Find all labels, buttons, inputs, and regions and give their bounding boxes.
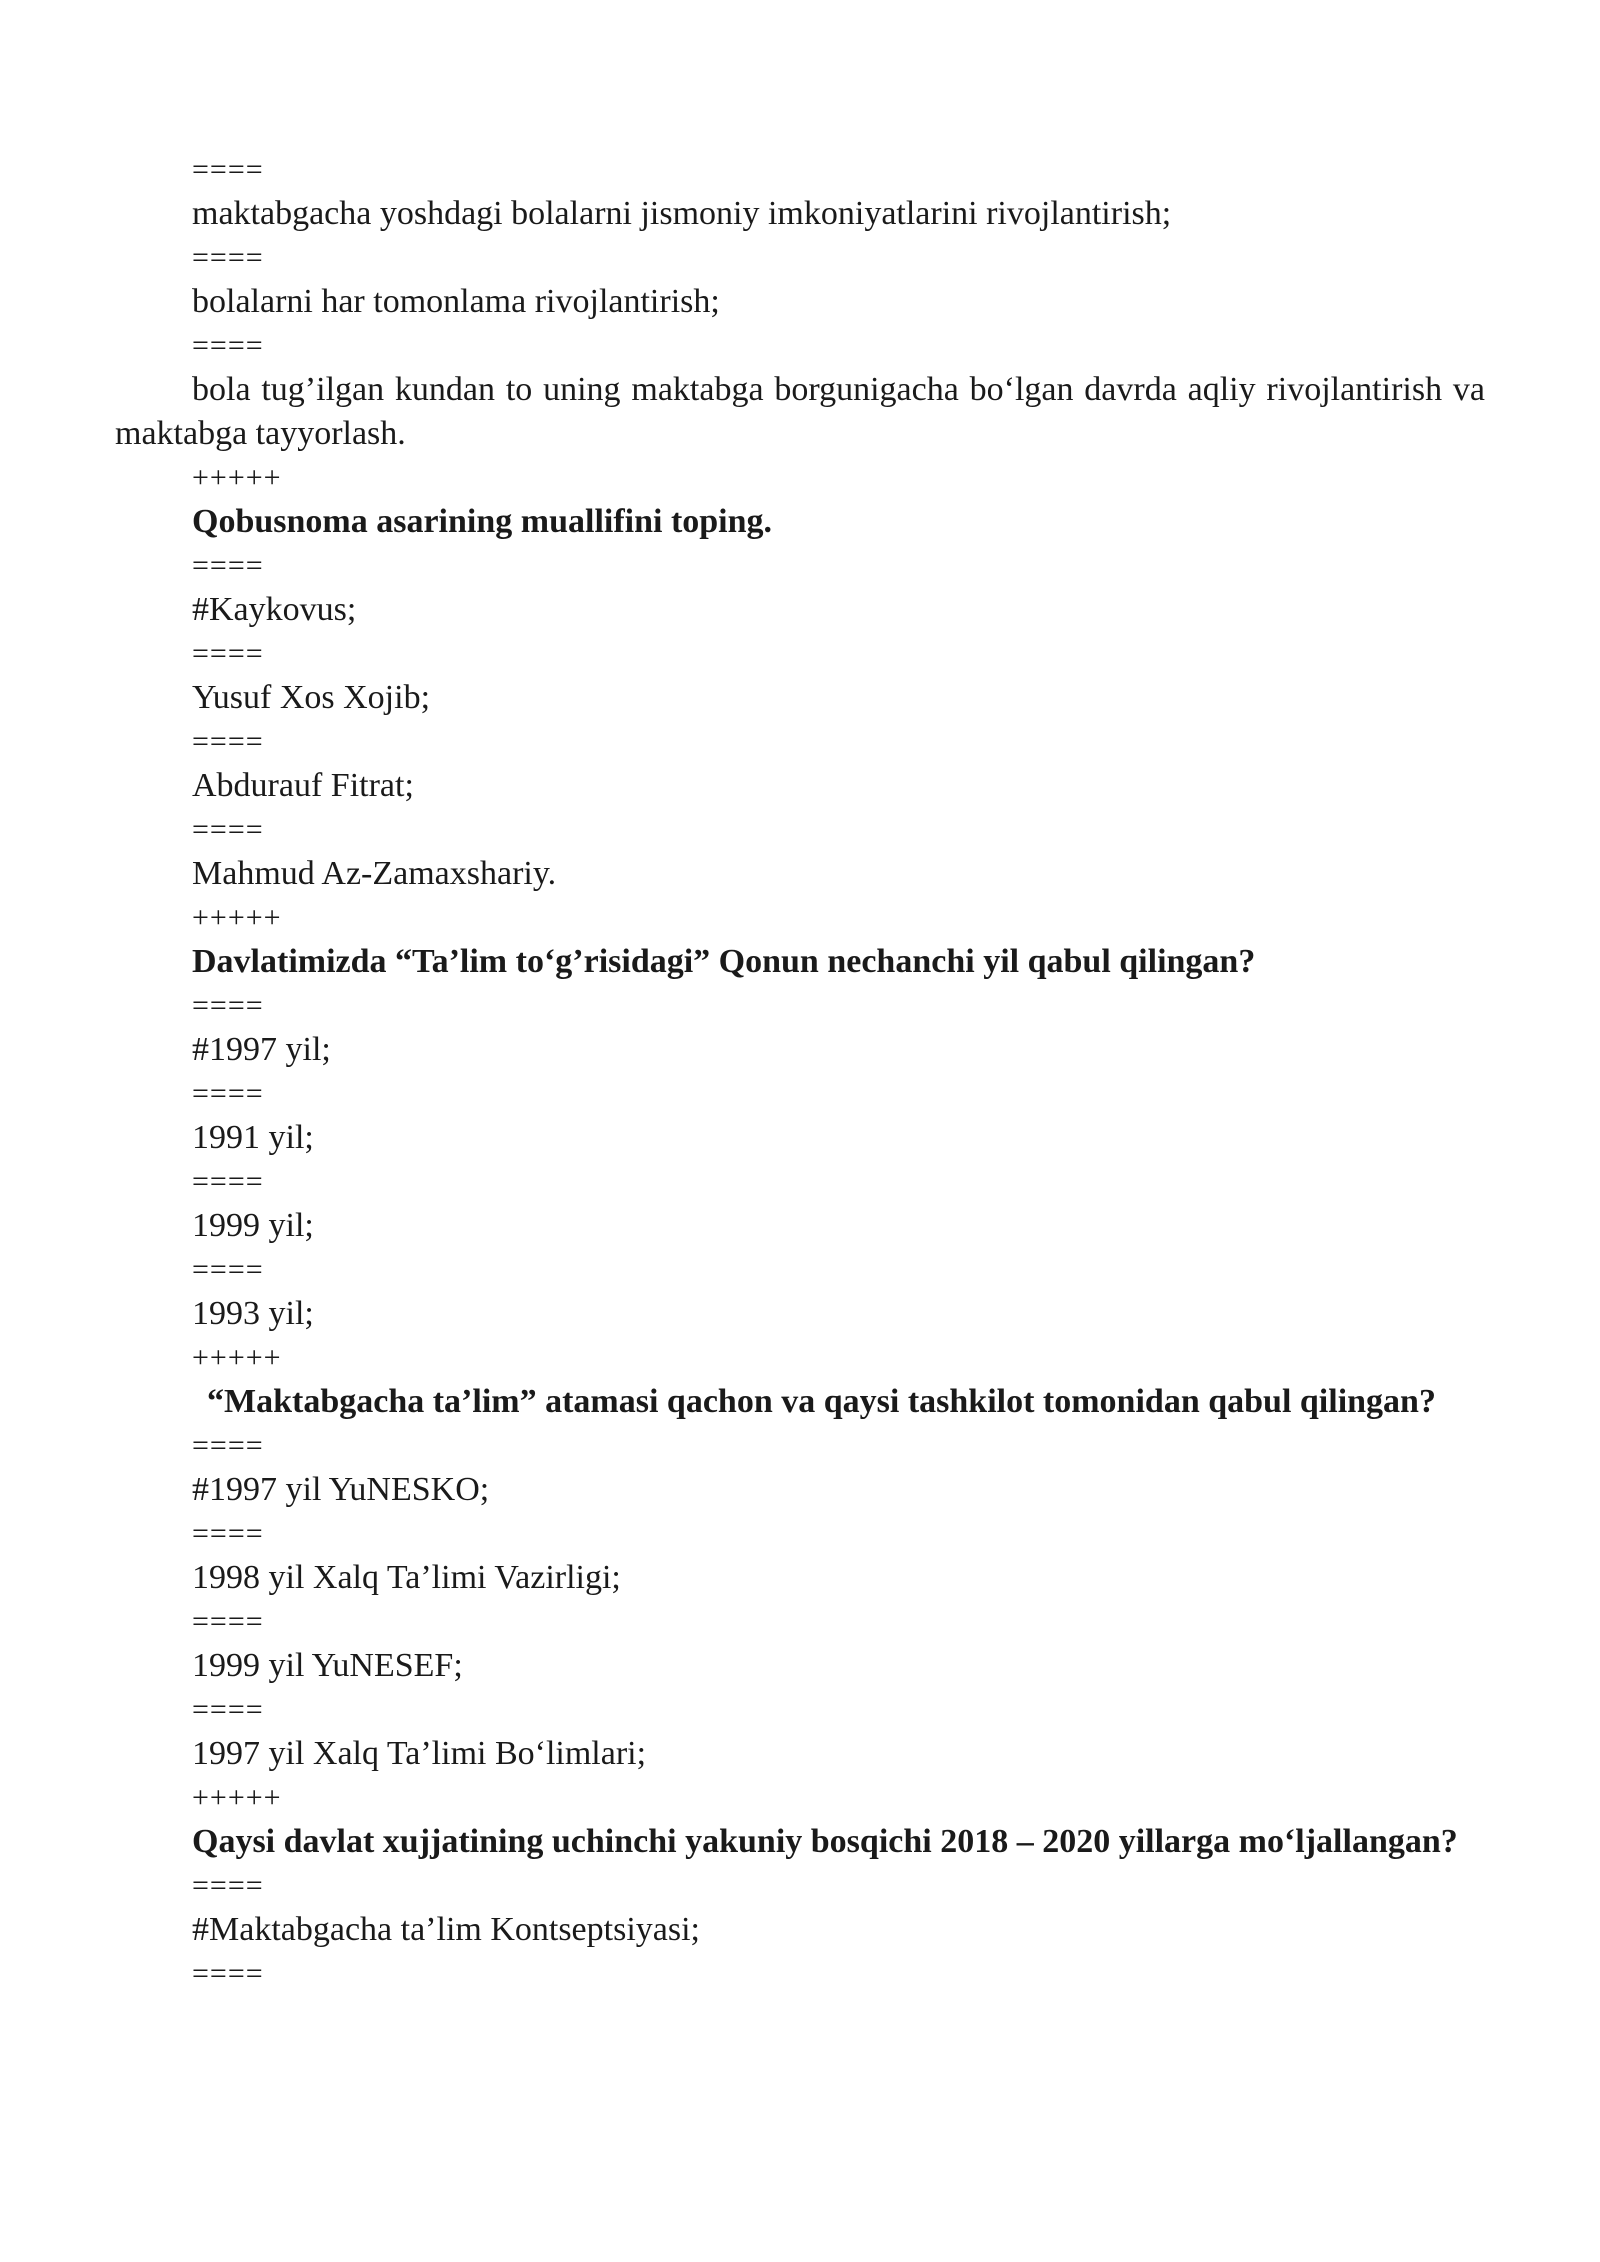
answer-option-correct: #Maktabgacha ta’lim Kontseptsiyasi; [192, 1911, 700, 1948]
separator: ==== [192, 725, 264, 758]
separator: ==== [192, 1957, 264, 1990]
separator: ==== [192, 153, 264, 186]
answer-option: 1993 yil; [192, 1295, 314, 1332]
question-marker: +++++ [192, 1341, 282, 1374]
separator: ==== [192, 813, 264, 846]
question-marker: +++++ [192, 1781, 282, 1814]
answer-option: 1998 yil Xalq Ta’limi Vazirligi; [192, 1559, 621, 1596]
answer-option: bola tug’ilgan kundan to uning maktabga borgunigacha bo‘lgan davrda aqliy rivojlantirish va maktabga tayyorlash. [115, 371, 1485, 452]
test-content [115, 148, 1485, 1996]
separator: ==== [192, 549, 264, 582]
answer-option: maktabgacha yoshdagi bolalarni jismoniy imkoniyatlarini rivojlantirish; [192, 195, 1172, 232]
separator: ==== [192, 1869, 264, 1902]
separator: ==== [192, 1077, 264, 1110]
answer-option: 1997 yil Xalq Ta’limi Bo‘limlari; [192, 1735, 647, 1772]
answer-option: Abdurauf Fitrat; [192, 767, 414, 804]
separator: ==== [192, 1605, 264, 1638]
separator: ==== [192, 1693, 264, 1726]
question-marker: +++++ [192, 461, 282, 494]
answer-option-correct: #1997 yil YuNESKO; [192, 1471, 490, 1508]
separator: ==== [192, 1165, 264, 1198]
separator: ==== [192, 989, 264, 1022]
answer-option: 1991 yil; [192, 1119, 314, 1156]
answer-option: 1999 yil YuNESEF; [192, 1647, 463, 1684]
question-text: Qaysi davlat xujjatining uchinchi yakuniy bosqichi 2018 – 2020 yillarga mo‘ljallangan? [192, 1823, 1458, 1860]
question-marker: +++++ [192, 901, 282, 934]
separator: ==== [192, 1429, 264, 1462]
answer-option: Yusuf Xos Xojib; [192, 679, 431, 716]
question-text: “Maktabgacha ta’lim” atamasi qachon va qaysi tashkilot tomonidan qabul qilingan? [207, 1383, 1436, 1420]
answer-option-correct: #Kaykovus; [192, 591, 357, 628]
answer-option: Mahmud Az-Zamaxshariy. [192, 855, 557, 892]
question-text: Qobusnoma asarining muallifini toping. [192, 503, 773, 540]
separator: ==== [192, 1517, 264, 1550]
separator: ==== [192, 241, 264, 274]
separator: ==== [192, 637, 264, 670]
question-text: Davlatimizda “Ta’lim to‘g’risidagi” Qonun nechanchi yil qabul qilingan? [192, 943, 1256, 980]
answer-option: 1999 yil; [192, 1207, 314, 1244]
separator: ==== [192, 1253, 264, 1286]
separator: ==== [192, 329, 264, 362]
answer-option: bolalarni har tomonlama rivojlantirish; [192, 283, 720, 320]
answer-option-correct: #1997 yil; [192, 1031, 331, 1068]
